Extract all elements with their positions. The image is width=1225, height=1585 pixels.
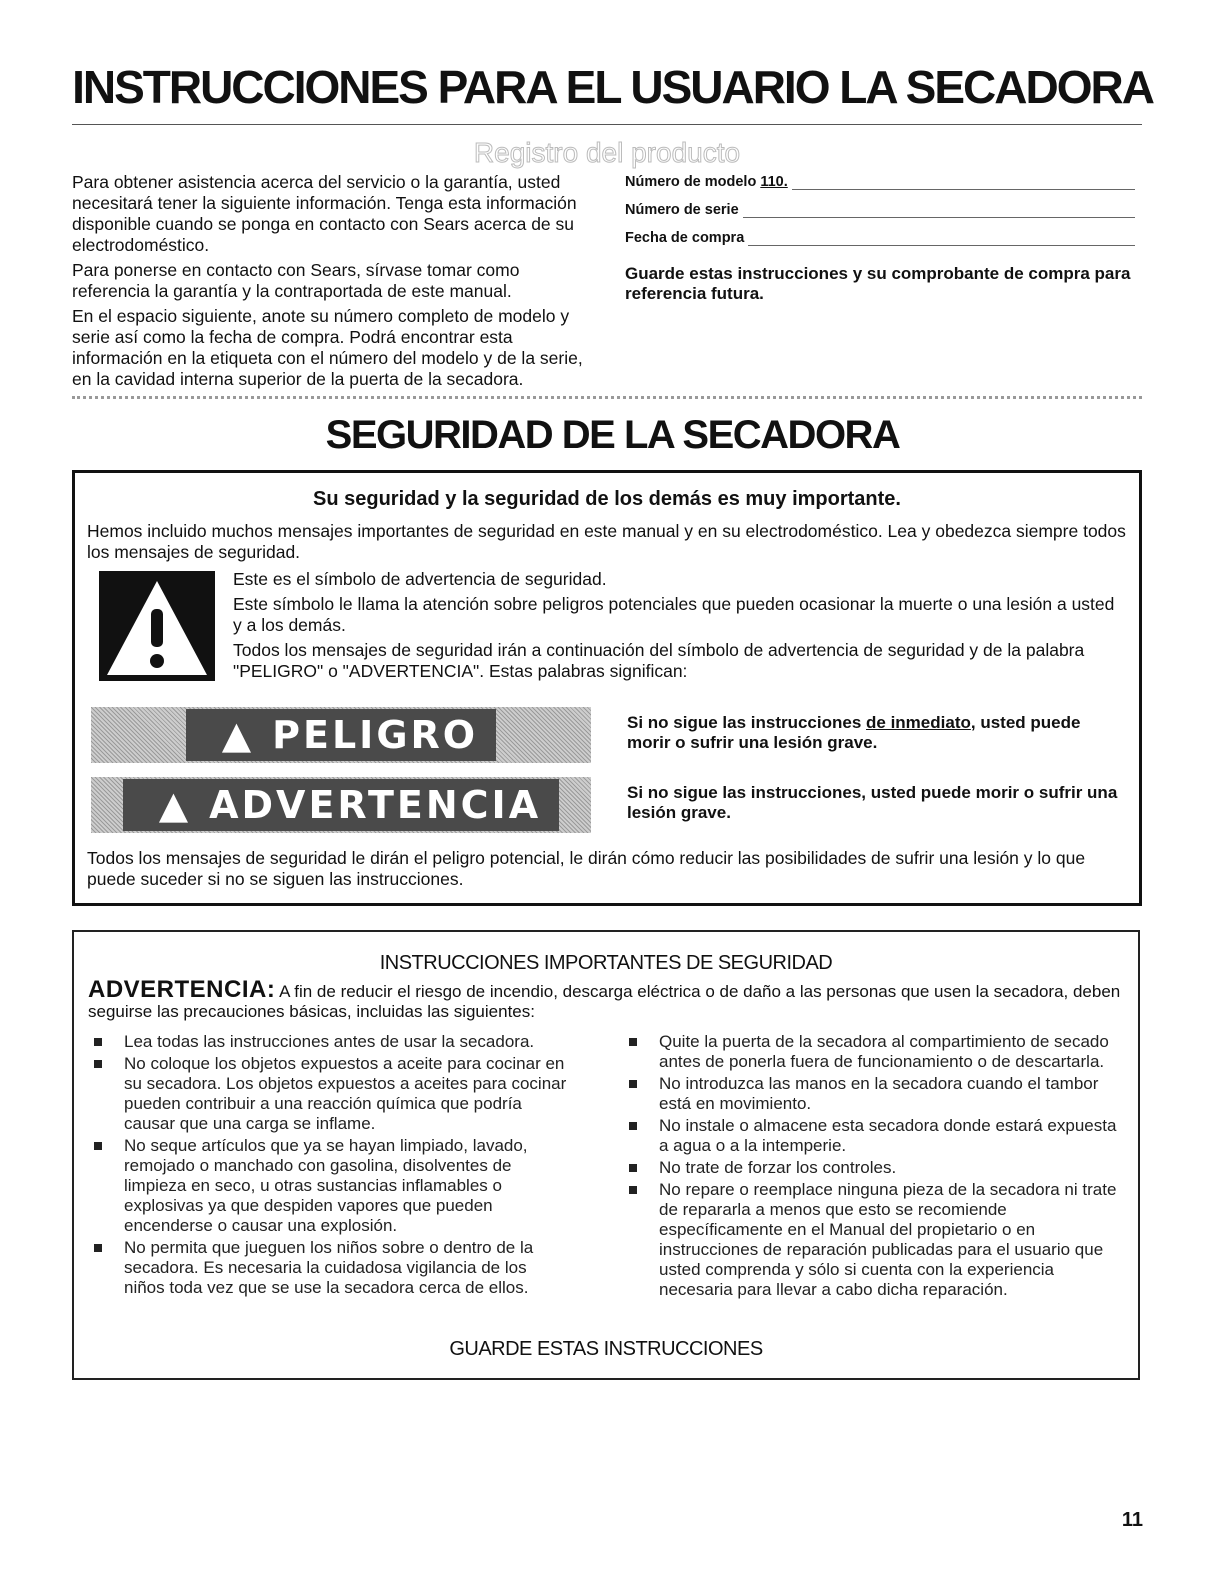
- list-item: No repare o reemplace ninguna pieza de la secadora ni trate de repararla a menos que esto se recomiende específicamente en el Manual del propietario o en instrucciones de reparación publicadas para el usuario que usted comprenda y sólo si cuenta con la experiencia necesaria para llevar a cabo dicha reparación.: [619, 1180, 1129, 1300]
- purchase-date-label: Fecha de compra: [625, 230, 745, 246]
- danger-label: PELIGRO: [272, 713, 479, 757]
- bullet-icon: [629, 1122, 637, 1130]
- warning-label: ADVERTENCIA: [209, 783, 542, 827]
- important-instructions-box: [72, 930, 1140, 1380]
- symbol-line: Este es el símbolo de advertencia de seguridad.: [233, 569, 607, 589]
- danger-desc-emphasis: de inmediato: [866, 713, 971, 732]
- registration-paragraph: En el espacio siguiente, anote su número completo de modelo y serie así como la fecha de compra. Podrá encontrar esta información en la etiqueta con el número del modelo y de la serie, en la cavidad interna superior de la puerta de la secadora.: [72, 306, 583, 389]
- serial-number-field: [625, 202, 1135, 218]
- list-item: Lea todas las instrucciones antes de usar la secadora.: [84, 1032, 569, 1052]
- list-item: No instale o almacene esta secadora donde estará expuesta a agua o a la intemperie.: [619, 1116, 1129, 1156]
- registration-paragraph: Para obtener asistencia acerca del servicio o la garantía, usted necesitará tener la siguiente información. Tenga esta información disponible cuando se ponga en contacto con Sears acerca de su electrodoméstico.: [72, 172, 577, 255]
- important-warning: [88, 976, 1128, 1022]
- section-divider: [72, 396, 1142, 399]
- keep-instructions-note: Guarde estas instrucciones y su comprobante de compra para referencia futura.: [625, 264, 1131, 303]
- danger-description: [627, 713, 1127, 753]
- bullet-icon: [629, 1080, 637, 1088]
- list-item: No coloque los objetos expuestos a aceite para cocinar en su secadora. Los objetos expuestos a aceites para cocinar pueden contribuir a una reacción química que podría causar que una carga se inflame.: [84, 1054, 569, 1134]
- model-number-field: [625, 174, 1135, 190]
- bullet-icon: [629, 1038, 637, 1046]
- bullet-icon: [94, 1142, 102, 1150]
- symbol-line: Todos los mensajes de seguridad irán a continuación del símbolo de advertencia de seguridad y de la palabra "PELIGRO" o "ADVERTENCIA". Estas palabras significan:: [233, 640, 1085, 681]
- danger-desc-text: , usted puede morir o sufrir una lesión grave.: [627, 713, 1081, 752]
- model-number-line: [792, 189, 1135, 190]
- instructions-left-column: [84, 1032, 569, 1300]
- purchase-date-field: [625, 230, 1135, 246]
- safety-alert-icon: [99, 571, 215, 681]
- danger-desc-text: Si no sigue las instrucciones: [627, 713, 867, 732]
- instructions-right-column: [619, 1032, 1129, 1302]
- model-number-value: 110.: [760, 174, 788, 190]
- warning-description: Si no sigue las instrucciones, usted puede morir o sufrir una lesión grave.: [627, 783, 1118, 822]
- safety-outro: Todos los mensajes de seguridad le dirán el peligro potencial, le dirán cómo reducir las posibilidades de sufrir una lesión y lo que puede suceder si no se siguen las instrucciones.: [87, 848, 1086, 889]
- registration-text: [72, 172, 602, 394]
- safety-box-heading: Su seguridad y la seguridad de los demás es muy importante.: [313, 488, 901, 510]
- bullet-icon: [94, 1038, 102, 1046]
- important-instructions-heading: INSTRUCCIONES IMPORTANTES DE SEGURIDAD: [379, 952, 833, 974]
- alert-triangle-icon: ▲: [204, 713, 272, 757]
- safety-box: [72, 470, 1142, 906]
- safety-title: SEGURIDAD DE LA SECADORA: [325, 413, 900, 457]
- save-instructions-footer: GUARDE ESTAS INSTRUCCIONES: [449, 1338, 763, 1360]
- page-number: 11: [1121, 1509, 1143, 1531]
- serial-number-line: [743, 217, 1135, 218]
- important-warning-text: A fin de reducir el riesgo de incendio, descarga eléctrica o de daño a las personas que usen la secadora, deben seguirse las precauciones básicas, incluidas las siguientes:: [88, 982, 1121, 1021]
- registration-paragraph: Para ponerse en contacto con Sears, sírvase tomar como referencia la garantía y la contraportada de este manual.: [72, 260, 520, 301]
- list-item: No seque artículos que ya se hayan limpiado, lavado, remojado o manchado con gasolina, disolventes de limpieza en seco, u otras sustancias inflamables o explosivas ya que despiden vapores que pueden encenderse o causar una explosión.: [84, 1136, 569, 1236]
- model-number-label: Número de modelo: [625, 174, 757, 190]
- bullet-icon: [629, 1164, 637, 1172]
- serial-number-label: Número de serie: [625, 202, 739, 218]
- registration-fields: [625, 174, 1135, 304]
- danger-signal-banner: [91, 707, 591, 763]
- list-item: No introduzca las manos en la secadora cuando el tambor está en movimiento.: [619, 1074, 1129, 1114]
- safety-intro: Hemos incluido muchos mensajes importantes de seguridad en este manual y en su electrodoméstico. Lea y obedezca siempre todos los mensajes de seguridad.: [87, 521, 1126, 562]
- warning-signal-banner: [91, 777, 591, 833]
- list-item: Quite la puerta de la secadora al compartimiento de secado antes de ponerla fuera de funcionamiento o de descartarla.: [619, 1032, 1129, 1072]
- important-warning-label: ADVERTENCIA:: [88, 976, 276, 1003]
- purchase-date-line: [748, 245, 1135, 246]
- bullet-icon: [629, 1186, 637, 1194]
- list-item: No trate de forzar los controles.: [619, 1158, 1129, 1178]
- page-title: INSTRUCCIONES PARA EL USUARIO LA SECADORA: [72, 61, 1153, 113]
- symbol-line: Este símbolo le llama la atención sobre peligros potenciales que pueden ocasionar la muerte o una lesión a usted y a los demás.: [233, 594, 1115, 635]
- bullet-icon: [94, 1244, 102, 1252]
- bullet-icon: [94, 1060, 102, 1068]
- symbol-explanation: [233, 569, 1123, 686]
- alert-triangle-icon: ▲: [141, 783, 209, 827]
- registration-heading: Registro del producto: [473, 137, 741, 168]
- list-item: No permita que jueguen los niños sobre o dentro de la secadora. Es necesaria la cuidadosa vigilancia de los niños toda vez que se use la secadora cerca de ellos.: [84, 1238, 569, 1298]
- title-divider: [72, 124, 1142, 125]
